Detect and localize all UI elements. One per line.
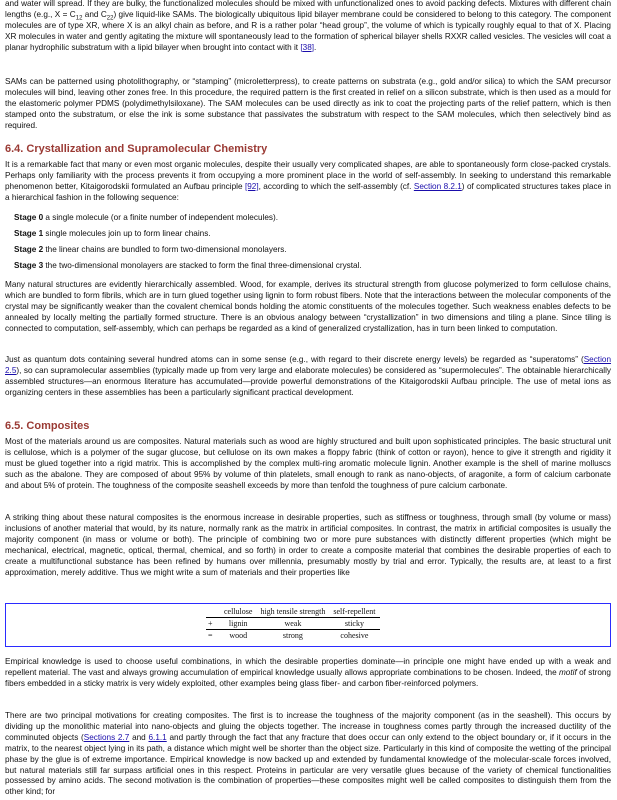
section-6-5-paragraph-4: There are two principal motivations for creating composites. The first is to increase the toughness of the majority component (as in the seashell). This occurs by dividing up the monolithic material into nano-objects and gluing the objects together. The increase in toughness comes partly through the increased ductility of the comminuted objects (Sections 2.7 and 6.1.1 and partly through the fact that any fracture that does occur can only extend to the object boundary or, if it occurs in the matrix, to the nearest object lying in its path, a distance which might well be shorter than the object size. Particularly in this kind of composite the wetting of the principal phase by the glue is of extreme importance. Empirical knowledge is now backed up and extended by fundamental knowledge of the molecular-scale forces involved, but natural materials still far surpass artificial ones in this respect. Proteins in particular are very versatile glues because of the variety of chemical functionalities possessed by amino acids. The second motivation is the combination of properties—these composites might well be called composites to distinguish them from the other kind; for xyxy=(5,711,611,797)
stage-0: Stage 0 a single molecule (or a finite number of independent molecules). xyxy=(14,213,278,222)
table-cell: weak xyxy=(284,619,302,628)
section-6-5-paragraph-1: Most of the materials around us are composites. Natural materials such as wood are highly structured and built upon sophisticated principles. The basic structural unit is cellulose, which is a polymer of the sugar glucose, but cellulose on its own makes a floppy fabric (think of cotton or rayon), hence to give it strength and rigidity it must be glued together into a rigid matrix. This is accomplished by the complex multi-ring aromatic molecule lignin. Another example is the shell of marine molluscs such as the abalone. They are composed of about 95% by volume of thin platelets, small enough to rank as nano-objects, of aragonite, a form of calcium carbonate and about 5% of protein. The toughness of the composite seashell exceeds by more than tenfold the toughness of pure calcium carbonate. xyxy=(5,437,611,490)
section-link-2-5[interactable]: Section 2.5 xyxy=(5,355,611,375)
materials-sum-table xyxy=(206,606,380,641)
section-link-8-2-1[interactable]: Section 8.2.1 xyxy=(413,181,462,191)
section-link-6-1-1[interactable]: 6.1.1 xyxy=(148,732,167,742)
table-header-cell: cellulose xyxy=(220,606,256,618)
section-6-4-paragraph-1: It is a remarkable fact that many or even most organic molecules, despite their usually very complicated shapes, are able to spontaneously form close-packed crystals. Perhaps only familiarity with the process prevents it from occupying a more prominent place in the world of self-assembly. In seeking to understand this remarkable phenomenon better, Kitaigorodskii formulated an Aufbau principle [92], according to which the self-assembly (cf. Section 8.2.1) of complicated structures takes place in a hierarchical fashion in the following sequence: xyxy=(5,160,611,202)
section-6-5-paragraph-2: A striking thing about these natural composites is the enormous increase in desirable properties, such as stiffness or toughness, through small (by volume or mass) inclusions of another material that would, by its nature, normally rank as the matrix in artificial composites. In contrast, the matrix in artificial composites is usually the majority component (in mass or volume or both). The principle of combining two or more pure substances with distinctly different properties (which might be mechanical, electrical, magnetic, optical, thermal, chemical, and so forth) in order to create a composite material that combines the desirable properties of each to create a multifunctional substance has been refined by humans over millennia, presumably mostly by trial and error. Typically, the results are, at least to a first approximation, merely additive. Thus we might write a sum of materials and their properties like xyxy=(5,513,611,577)
table-header-cell: high tensile strength xyxy=(256,606,329,618)
section-heading-6-5: 6.5. Composites xyxy=(5,420,90,432)
reference-link-38[interactable]: [38] xyxy=(300,42,315,52)
operator-plus: + xyxy=(208,619,213,628)
table-header-row xyxy=(206,606,380,618)
section-6-4-paragraph-2: Many natural structures are evidently hierarchically assembled. Wood, for example, derives its structural strength from glucose polymerized to form cellulose chains, which are bundled to form fibrils, which are in turn glued together using lignin to form robust fibers. Note that the interactions between the molecular components of the crystal may be significantly weaker than the covalent chemical bonds holding the atomic constituents of the molecules together. Such weakness enables defects to be annealed by locally melting the partially formed structure. There is an obvious analogy between “crystallization” in two dimensions and tiling a plane. Since tiling is connected to computation, self-assembly, which can perhaps be regarded as a kind of generalized crystallization, has in turn been linked to computation. xyxy=(5,280,611,333)
intro-paragraph-1: and water will spread. If they are bulky, the functionalized molecules should be mixed with unfunctionalized ones to avoid packing defects. Mixtures with different chain lengths (e.g., $X = C_{12}$ and $C_{22}$) give liquid-like SAMs. The biologically ubiquitous lipid bilayer membrane could be considered to belong to this category. The component molecules are of type XR, where X is an alkyl chain as before, and R is a rather polar “head group”, the volume of which is typically roughly equal to that of X. Placing XR molecules in water and gently agitating the mixture will spontaneously lead to the formation of spherical bilayer shells RXXR called vesicles. The vesicles will coat a planar hydrophilic substratum with a lipid bilayer when brought into contact with it [38]. xyxy=(5,0,611,52)
table-cell: wood xyxy=(220,630,256,642)
section-heading-6-4: 6.4. Crystallization and Supramolecular Chemistry xyxy=(5,143,268,155)
table-cell: cohesive xyxy=(329,630,379,642)
stage-2: Stage 2 the linear chains are bundled to form two-dimensional monolayers. xyxy=(14,245,287,254)
stage-1: Stage 1 single molecules join up to form linear chains. xyxy=(14,229,211,238)
operator-equals: = xyxy=(206,630,220,642)
section-6-5-paragraph-3: Empirical knowledge is used to choose useful combinations, in which the desirable properties dominate—in principle one might have ended up with a weak and repellent material. The vast and always growing accumulation of empirical knowledge usually allows appropriate combinations to be chosen. Indeed, the motif of strong fibers embedded in a sticky matrix is very widely exploited, other examples being glass fiber- and carbon fiber-reinforced polymers. xyxy=(5,657,611,688)
table-cell: sticky xyxy=(344,619,364,628)
table-row xyxy=(206,618,380,630)
stage-3: Stage 3 the two-dimensional monolayers are stacked to form the final three-dimensional crystal. xyxy=(14,261,362,270)
section-link-2-7[interactable]: Sections 2.7 xyxy=(83,732,130,742)
intro-paragraph-2: SAMs can be patterned using photolithography, or “stamping” (microletterpress), to create patterns on substrata (e.g., gold and/or silica) to which the SAM precursor molecules will bind, leaving other zones free. In this procedure, the required pattern is the first created in relief on a silicon substrate, which is then used as a mould for the elastomeric polymer PDMS (polydimethylsiloxane). The SAM molecules can be used directly as ink to coat the projecting parts of the relief pattern, which is then stamped onto the substratum, or else the ink is some substance that passivates the substratum with respect to the SAM molecules, which then selectively bind as required. xyxy=(5,77,611,130)
table-header-cell: self-repellent xyxy=(329,606,379,618)
table-cell: lignin xyxy=(228,619,248,628)
table-cell: strong xyxy=(256,630,329,642)
table-row xyxy=(206,630,380,642)
materials-sum-table-box xyxy=(5,603,611,647)
section-6-4-paragraph-3: Just as quantum dots containing several hundred atoms can in some sense (e.g., with regard to their discrete energy levels) be regarded as “superatoms” (Section 2.5), so can supramolecular assemblies (typically made up from very large and elaborate molecules) be considered as “supermolecules”. The obtainable hierarchically assembled structures—an enormous literature has accumulated—provide powerful demonstrations of the Kitaigorodskii Aufbau principle. The use of metal ions as organizing centers in these assemblies has been a particularly significant practical development. xyxy=(5,355,611,397)
reference-link-92[interactable]: [92] xyxy=(244,181,259,191)
